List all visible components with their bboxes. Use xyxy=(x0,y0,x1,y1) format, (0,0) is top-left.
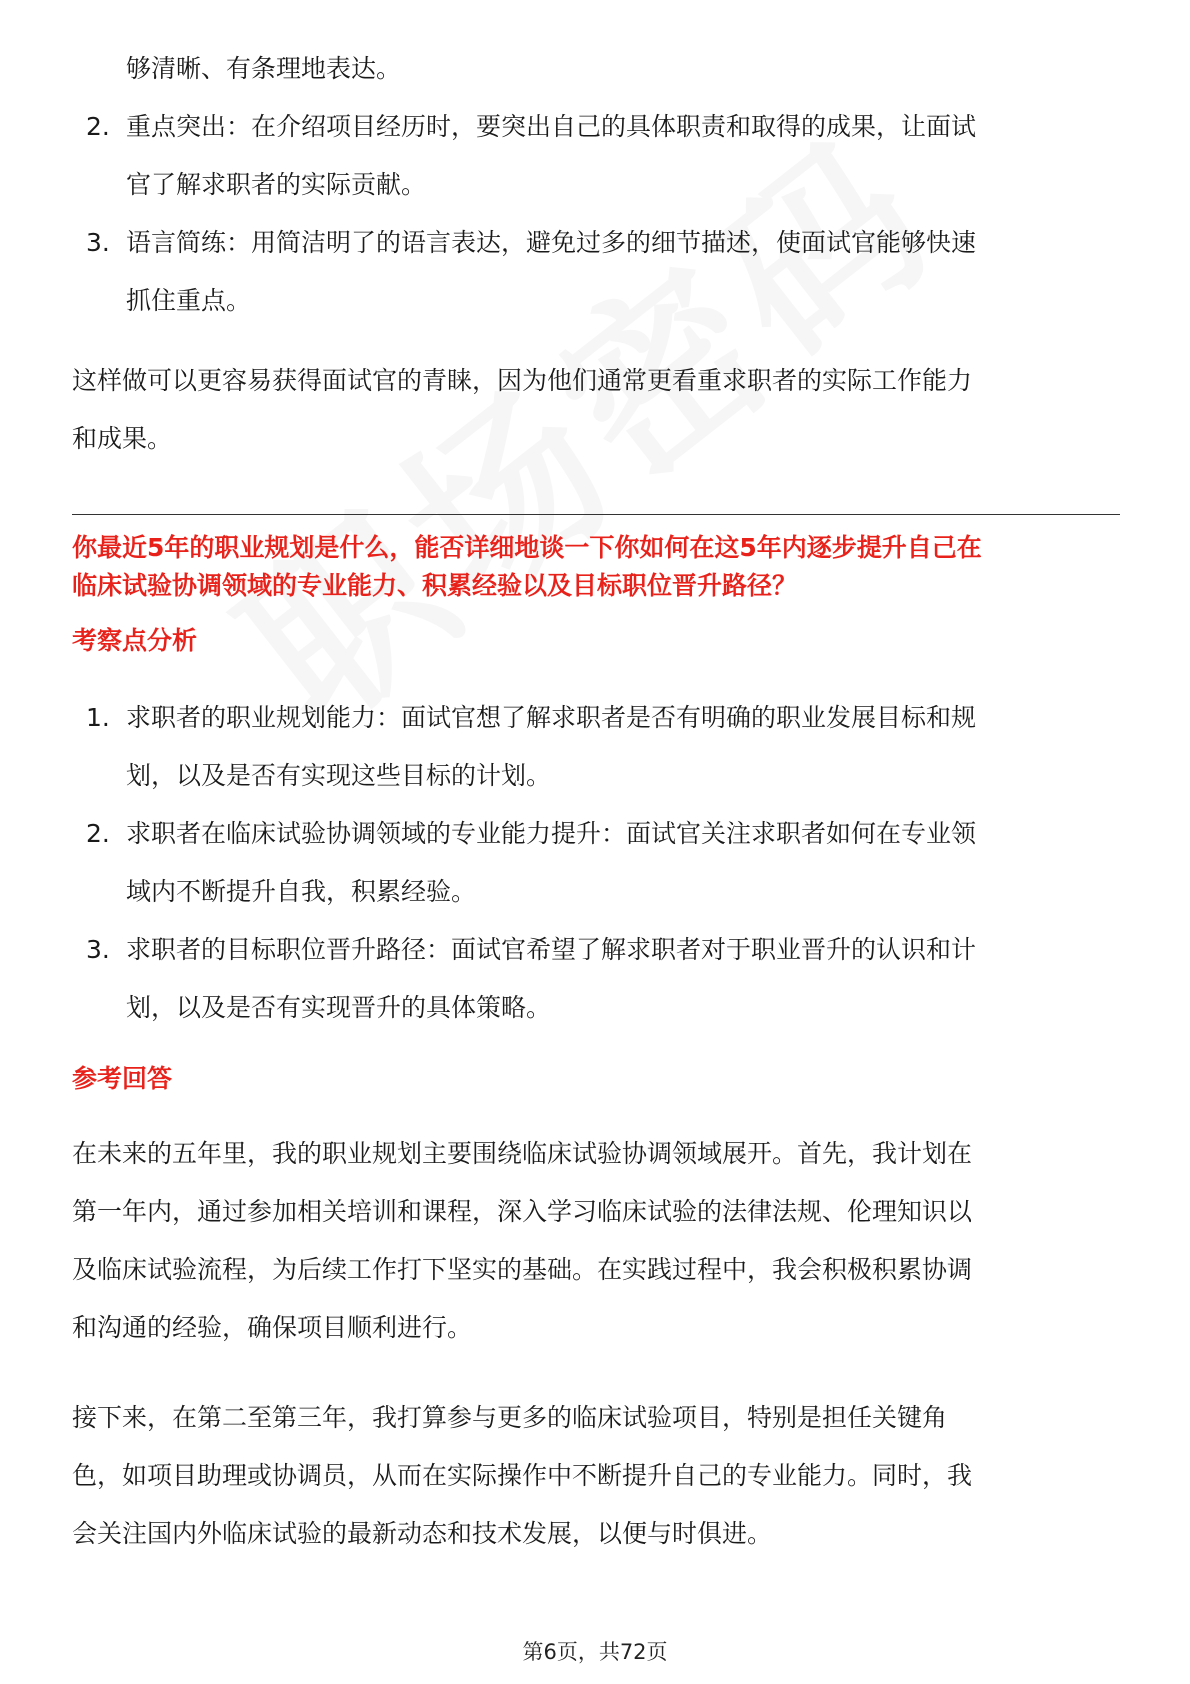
page-number: 第6页，共72页 xyxy=(522,1640,668,1664)
list-item xyxy=(72,689,1120,747)
answer-line: 及临床试验流程，为后续工作打下坚实的基础。在实践过程中，我会积极积累协调 xyxy=(72,1255,973,1284)
list-text: 求职者的目标职位晋升路径：面试官希望了解求职者对于职业晋升的认识和计 xyxy=(126,935,977,964)
list-number: 2. xyxy=(86,112,110,141)
summary-line: 和成果。 xyxy=(72,424,173,453)
question-line: 临床试验协调领域的专业能力、积累经验以及目标职位晋升路径？ xyxy=(72,571,798,600)
list-text: 重点突出：在介绍项目经历时，要突出自己的具体职责和取得的成果，让面试 xyxy=(126,112,977,141)
intro-list xyxy=(72,98,1120,330)
list-item-cont xyxy=(72,156,1120,214)
answer-line: 色，如项目助理或协调员，从而在实际操作中不断提升自己的专业能力。同时，我 xyxy=(72,1461,973,1490)
list-item-cont xyxy=(72,272,1120,330)
list-item xyxy=(72,921,1120,979)
list-item-cont xyxy=(72,863,1120,921)
list-item-cont xyxy=(72,747,1120,805)
list-text: 划，以及是否有实现这些目标的计划。 xyxy=(126,761,552,790)
list-text: 域内不断提升自我，积累经验。 xyxy=(126,877,477,906)
list-item xyxy=(72,214,1120,272)
answer-line: 在未来的五年里，我的职业规划主要围绕临床试验协调领域展开。首先，我计划在 xyxy=(72,1139,973,1168)
answer-line: 会关注国内外临床试验的最新动态和技术发展，以便与时俱进。 xyxy=(72,1519,773,1548)
summary-line: 这样做可以更容易获得面试官的青睐，因为他们通常更看重求职者的实际工作能力 xyxy=(72,366,973,395)
answer-heading: 参考回答 xyxy=(72,1064,173,1093)
list-item-cont xyxy=(72,979,1120,1037)
answer-line: 和沟通的经验，确保项目顺利进行。 xyxy=(72,1313,473,1342)
answer-line: 第一年内，通过参加相关培训和课程，深入学习临床试验的法律法规、伦理知识以 xyxy=(72,1197,973,1226)
list-text: 求职者在临床试验协调领域的专业能力提升：面试官关注求职者如何在专业领 xyxy=(126,819,977,848)
answer-line: 接下来，在第二至第三年，我打算参与更多的临床试验项目，特别是担任关键角 xyxy=(72,1403,948,1432)
page-content xyxy=(72,40,1120,1563)
list-text: 语言简练：用简洁明了的语言表达，避免过多的细节描述，使面试官能够快速 xyxy=(126,228,977,257)
analysis-heading: 考察点分析 xyxy=(72,626,198,655)
list-number: 3. xyxy=(86,935,110,964)
list-continuation: 够清晰、有条理地表达。 xyxy=(126,54,402,83)
list-item xyxy=(72,98,1120,156)
list-item xyxy=(72,805,1120,863)
list-number: 3. xyxy=(86,228,110,257)
list-text: 求职者的职业规划能力：面试官想了解求职者是否有明确的职业发展目标和规 xyxy=(126,703,977,732)
list-number: 2. xyxy=(86,819,110,848)
list-text: 官了解求职者的实际贡献。 xyxy=(126,170,427,199)
list-text: 划，以及是否有实现晋升的具体策略。 xyxy=(126,993,552,1022)
list-number: 1. xyxy=(86,703,110,732)
question-line: 你最近5年的职业规划是什么，能否详细地谈一下你如何在这5年内逐步提升自己在 xyxy=(72,533,982,562)
analysis-list xyxy=(72,689,1120,1037)
list-text: 抓住重点。 xyxy=(126,286,252,315)
